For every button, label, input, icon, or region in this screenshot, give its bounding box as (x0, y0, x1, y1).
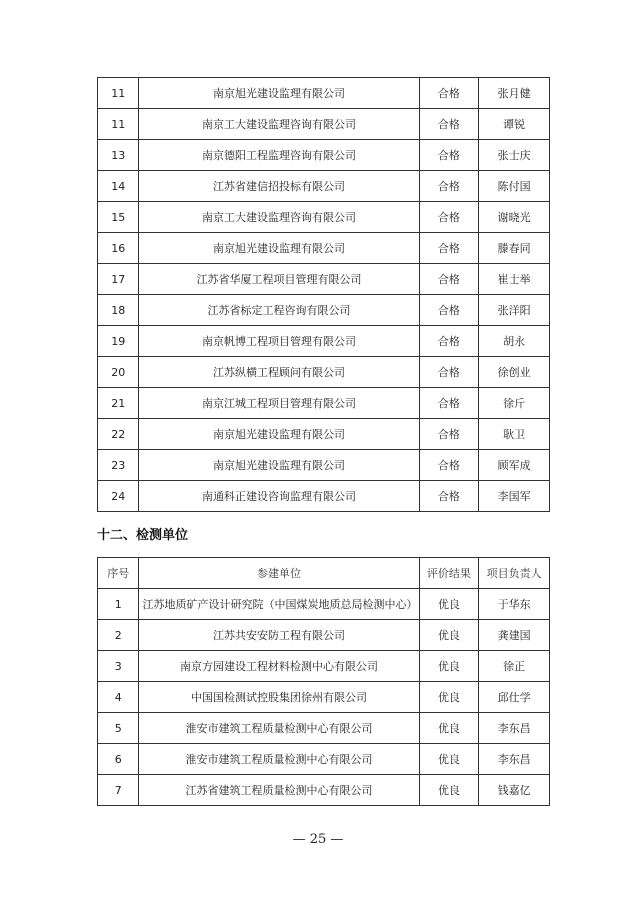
cell-no: 6 (98, 744, 139, 775)
cell-no: 18 (98, 295, 139, 326)
cell-person: 李东昌 (479, 713, 550, 744)
cell-person: 滕春同 (479, 233, 550, 264)
cell-person: 邱仕学 (479, 682, 550, 713)
table-row (98, 744, 550, 775)
cell-no: 17 (98, 264, 139, 295)
table-row (98, 295, 550, 326)
cell-result: 合格 (419, 419, 479, 450)
cell-unit: 南京工大建设监理咨询有限公司 (139, 109, 419, 140)
cell-result: 合格 (419, 450, 479, 481)
table-row (98, 140, 550, 171)
table-row (98, 713, 550, 744)
cell-person: 耿卫 (479, 419, 550, 450)
table-row (98, 589, 550, 620)
table-row (98, 651, 550, 682)
page-number: — 25 — (292, 832, 344, 847)
cell-no: 16 (98, 233, 139, 264)
table-row (98, 775, 550, 806)
header-no: 序号 (98, 558, 139, 589)
table-row (98, 388, 550, 419)
cell-result: 优良 (419, 651, 479, 682)
cell-unit: 南京旭光建设监理有限公司 (139, 450, 419, 481)
table-row (98, 481, 550, 512)
cell-result: 合格 (419, 202, 479, 233)
cell-unit: 南通科正建设咨询监理有限公司 (139, 481, 419, 512)
table-row (98, 171, 550, 202)
cell-result: 合格 (419, 171, 479, 202)
cell-result: 优良 (419, 620, 479, 651)
cell-unit: 南京帆博工程项目管理有限公司 (139, 326, 419, 357)
inspection-table-continued (97, 77, 550, 512)
cell-no: 23 (98, 450, 139, 481)
table-row (98, 620, 550, 651)
cell-result: 优良 (419, 682, 479, 713)
cell-person: 张月健 (479, 78, 550, 109)
cell-person: 谭锐 (479, 109, 550, 140)
cell-unit: 江苏地质矿产设计研究院（中国煤炭地质总局检测中心） (139, 589, 419, 620)
cell-person: 谢晓光 (479, 202, 550, 233)
cell-result: 合格 (419, 140, 479, 171)
cell-result: 合格 (419, 295, 479, 326)
table-row (98, 202, 550, 233)
cell-no: 15 (98, 202, 139, 233)
cell-result: 优良 (419, 589, 479, 620)
cell-no: 21 (98, 388, 139, 419)
cell-no: 4 (98, 682, 139, 713)
cell-no: 20 (98, 357, 139, 388)
cell-unit: 南京旭光建设监理有限公司 (139, 78, 419, 109)
cell-unit: 江苏省建信招投标有限公司 (139, 171, 419, 202)
cell-no: 14 (98, 171, 139, 202)
cell-person: 徐斤 (479, 388, 550, 419)
cell-no: 2 (98, 620, 139, 651)
cell-no: 19 (98, 326, 139, 357)
section-title: 十二、检测单位 (97, 528, 189, 543)
cell-person: 李国军 (479, 481, 550, 512)
cell-person: 徐正 (479, 651, 550, 682)
cell-unit: 江苏纵横工程顾问有限公司 (139, 357, 419, 388)
cell-unit: 南京旭光建设监理有限公司 (139, 233, 419, 264)
cell-result: 优良 (419, 744, 479, 775)
cell-unit: 江苏省标定工程咨询有限公司 (139, 295, 419, 326)
cell-unit: 南京方园建设工程材料检测中心有限公司 (139, 651, 419, 682)
table-row (98, 109, 550, 140)
cell-unit: 淮安市建筑工程质量检测中心有限公司 (139, 744, 419, 775)
cell-result: 合格 (419, 109, 479, 140)
table-row (98, 264, 550, 295)
cell-no: 7 (98, 775, 139, 806)
cell-person: 张洋阳 (479, 295, 550, 326)
cell-person: 胡永 (479, 326, 550, 357)
cell-no: 3 (98, 651, 139, 682)
cell-result: 合格 (419, 264, 479, 295)
table-row (98, 233, 550, 264)
table-row (98, 357, 550, 388)
cell-result: 合格 (419, 481, 479, 512)
cell-no: 24 (98, 481, 139, 512)
cell-person: 顾军成 (479, 450, 550, 481)
table-row (98, 419, 550, 450)
table-row (98, 450, 550, 481)
cell-no: 13 (98, 140, 139, 171)
cell-unit: 江苏共安安防工程有限公司 (139, 620, 419, 651)
table-row (98, 78, 550, 109)
table-row (98, 326, 550, 357)
cell-no: 5 (98, 713, 139, 744)
cell-result: 合格 (419, 357, 479, 388)
testing-units-table (97, 557, 550, 806)
header-result: 评价结果 (419, 558, 479, 589)
cell-unit: 南京江城工程项目管理有限公司 (139, 388, 419, 419)
cell-person: 于华东 (479, 589, 550, 620)
cell-no: 22 (98, 419, 139, 450)
cell-person: 陈付国 (479, 171, 550, 202)
cell-result: 合格 (419, 78, 479, 109)
cell-person: 崔士举 (479, 264, 550, 295)
cell-result: 合格 (419, 326, 479, 357)
cell-result: 合格 (419, 233, 479, 264)
cell-unit: 江苏省华厦工程项目管理有限公司 (139, 264, 419, 295)
header-unit: 参建单位 (139, 558, 419, 589)
cell-result: 合格 (419, 388, 479, 419)
cell-person: 钱嘉亿 (479, 775, 550, 806)
header-person: 项目负责人 (479, 558, 550, 589)
table-header-row (98, 558, 550, 589)
cell-result: 优良 (419, 775, 479, 806)
cell-person: 徐创业 (479, 357, 550, 388)
table-row (98, 682, 550, 713)
cell-unit: 中国国检测试控股集团徐州有限公司 (139, 682, 419, 713)
cell-unit: 南京旭光建设监理有限公司 (139, 419, 419, 450)
cell-unit: 江苏省建筑工程质量检测中心有限公司 (139, 775, 419, 806)
cell-no: 11 (98, 78, 139, 109)
cell-result: 优良 (419, 713, 479, 744)
cell-no: 11 (98, 109, 139, 140)
cell-person: 张士庆 (479, 140, 550, 171)
cell-person: 龚建国 (479, 620, 550, 651)
cell-unit: 淮安市建筑工程质量检测中心有限公司 (139, 713, 419, 744)
cell-unit: 南京工大建设监理咨询有限公司 (139, 202, 419, 233)
cell-unit: 南京德阳工程监理咨询有限公司 (139, 140, 419, 171)
cell-no: 1 (98, 589, 139, 620)
cell-person: 李东昌 (479, 744, 550, 775)
